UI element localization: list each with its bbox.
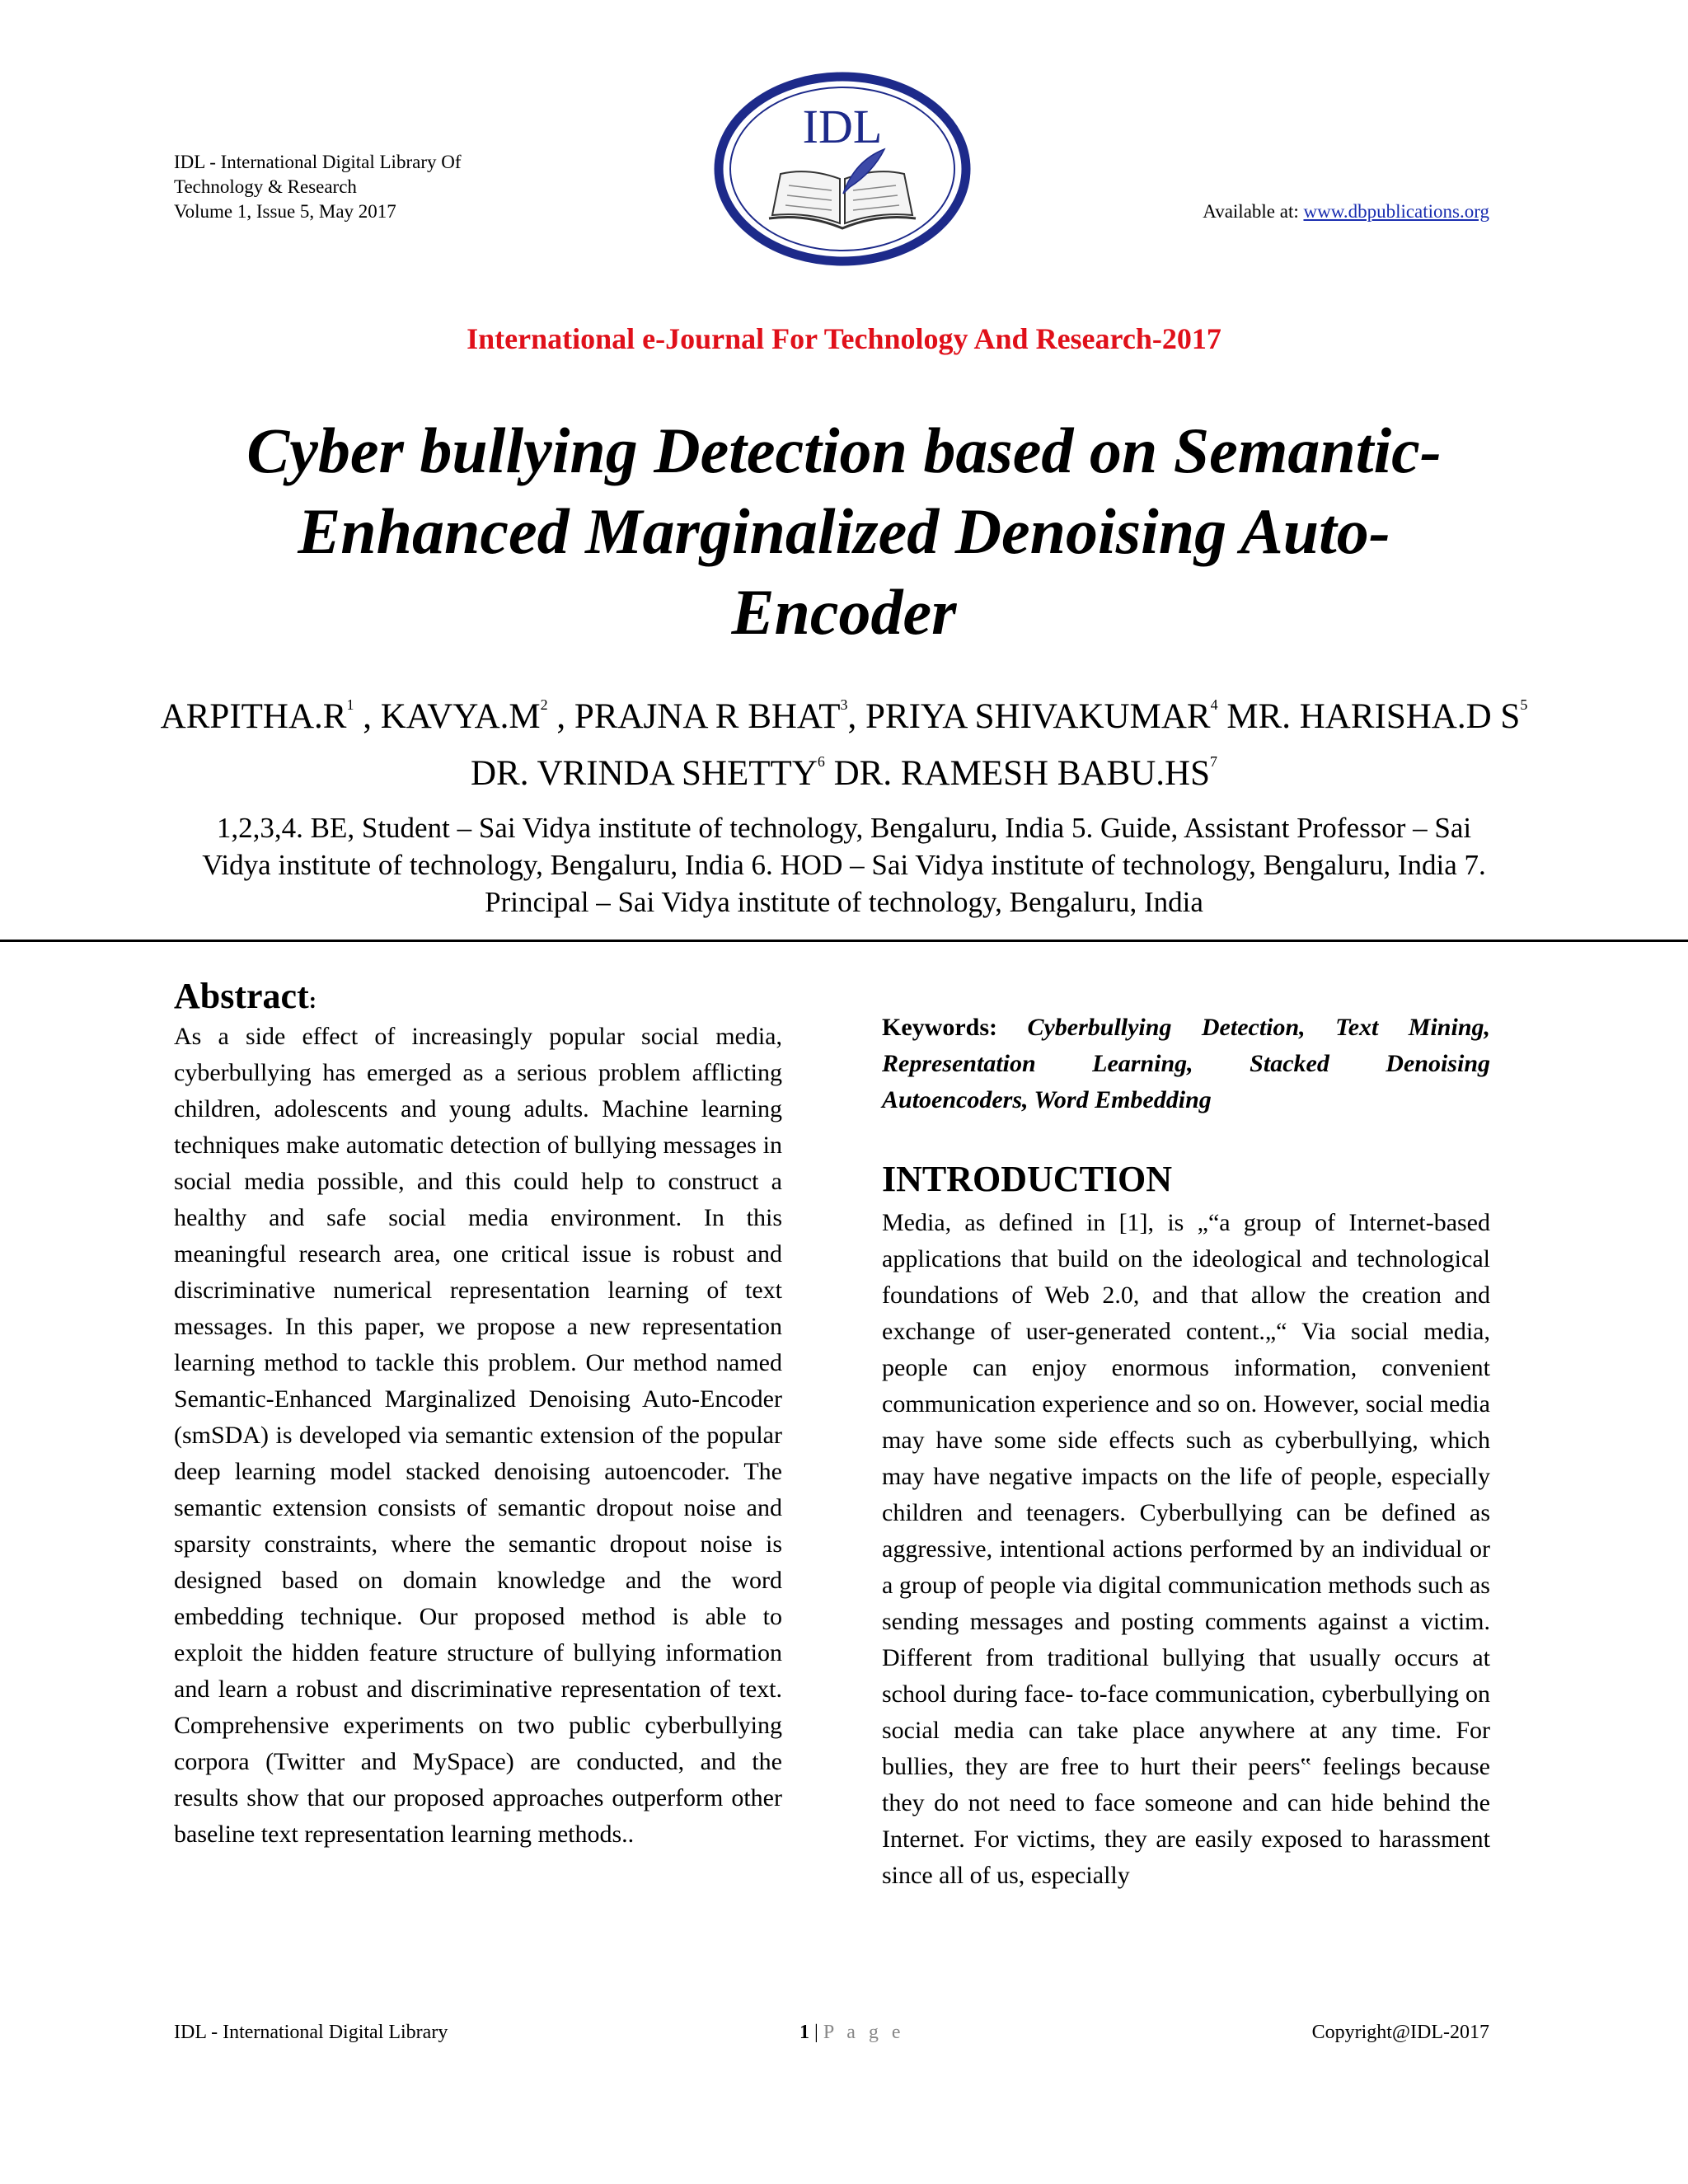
abstract-heading-colon: : [308,988,317,1014]
header-volume-issue: Volume 1, Issue 5, May 2017 [174,201,396,222]
availability [1203,199,1489,224]
affiliations: 1,2,3,4. BE, Student – Sai Vidya institute of technology, Bengaluru, India 5. Guide, Assistant Professor – Sai Vidya institute of technology, Bengaluru, India 6. HOD – Sai Vidya institute of technology, Bengaluru, India 7. Principal – Sai Vidya institute of technology, Bengaluru, India [202,812,1486,918]
header-line-1: IDL - International Digital Library Of [174,152,462,172]
author-index: 5 [1520,696,1528,713]
footer-copyright: Copyright@IDL-2017 [1311,2022,1489,2043]
author-name: MR. HARISHA.D S [1226,697,1521,736]
idl-logo [710,70,975,268]
abstract-heading [174,975,316,1017]
page-separator: | [809,2022,823,2043]
keywords [882,1010,1490,1118]
header-line-2: Technology & Research [174,176,357,197]
author-index: 1 [346,696,354,713]
paper-title [165,410,1523,653]
author-index: 2 [540,696,548,713]
footer-library: IDL - International Digital Library [174,2022,448,2043]
available-label: Available at: [1203,201,1304,222]
keywords-text: Cyberbullying Detection, Text Mining, Representation Learning, Stacked Denoising Autoencoders, Word Embedding [882,1014,1491,1113]
journal-header [174,150,462,224]
author-index: 6 [817,753,825,770]
keywords-label: Keywords: [882,1014,997,1041]
logo-text: IDL [802,100,883,153]
section-divider [0,940,1688,942]
author-index: 3 [840,696,848,713]
author-name: PRAJNA R BHAT [574,697,841,736]
author-name: KAVYA.M [380,697,541,736]
page-number: 1 [799,2022,809,2043]
title-line-1: Cyber bullying Detection based on Semantic- [246,415,1442,486]
footer-page [799,2022,905,2044]
introduction-heading: INTRODUCTION [882,1159,1173,1199]
author-name: DR. VRINDA SHETTY [471,754,818,793]
title-line-3: Encoder [731,576,957,648]
introduction-text: Media, as defined in [1], is „“a group of Internet-based applications that build on the ideological and technological foundations of Web 2.0, and that allow the creation and exchange of user-generated content.„“ Via social media, people can enjoy enormous information, convenient communication experience and so on. However, social media may have some side effects such as cyberbullying, which may have negative impacts on the life of people, especially children and teenagers. Cyberbullying can be defined as aggressive, intentional actions performed by an individual or a group of people via digital communication methods such as sending messages and posting comments against a victim. Different from traditional bullying that usually occurs at school during face- to-face communication, cyberbullying on social media can take place anywhere at any time. For bullies, they are free to hurt their peers‟ feelings because they do not need to face someone and can hide behind the Internet. For victims, they are easily exposed to harassment since all of us, especially [882,1209,1490,1889]
author-list: $ARPITHA.R^1$ , $KAVYA.M^2$ , PRAJNA R BHAT$^3$, PRIYA SHIVAKUMAR$^4$ MR. HARISHA.D $S^5$ DR. VRINDA SHETTY$^6$ DR. RAMESH $BABU.HS^7$ [160,696,1528,793]
page-word: P a g e [823,2022,905,2043]
abstract-heading-text: Abstract [174,976,309,1016]
author-index: 4 [1210,696,1218,713]
journal-title: International e-Journal For Technology And Research-2017 [467,322,1221,355]
author-name: DR. RAMESH BABU.HS [833,754,1210,793]
abstract-text: As a side effect of increasingly popular social media, cyberbullying has emerged as a serious problem afflicting children, adolescents and young adults. Machine learning techniques make automatic detection of bullying messages in social media possible, and this could help to construct a healthy and safe social media environment. In this meaningful research area, one critical issue is robust and discriminative numerical representation learning of text messages. In this paper, we propose a new representation learning method to tackle this problem. Our method named Semantic-Enhanced Marginalized Denoising Auto-Encoder (smSDA) is developed via semantic extension of the popular deep learning model stacked denoising autoencoder. The semantic extension consists of semantic dropout noise and sparsity constraints, where the semantic dropout noise is designed based on domain knowledge and the word embedding technique. Our proposed method is able to exploit the hidden feature structure of bullying information and learn a robust and discriminative representation of text. Comprehensive experiments on two public cyberbullying corpora (Twitter and MySpace) are conducted, and the results show that our proposed approaches outperform other baseline text representation learning methods.. [174,1023,782,1848]
author-name: PRIYA SHIVAKUMAR [865,697,1211,736]
title-line-2: Enhanced Marginalized Denoising Auto- [298,495,1390,567]
author-name: ARPITHA.R [160,697,347,736]
author-index: 7 [1210,753,1217,770]
publisher-link[interactable]: www.dbpublications.org [1303,201,1489,222]
